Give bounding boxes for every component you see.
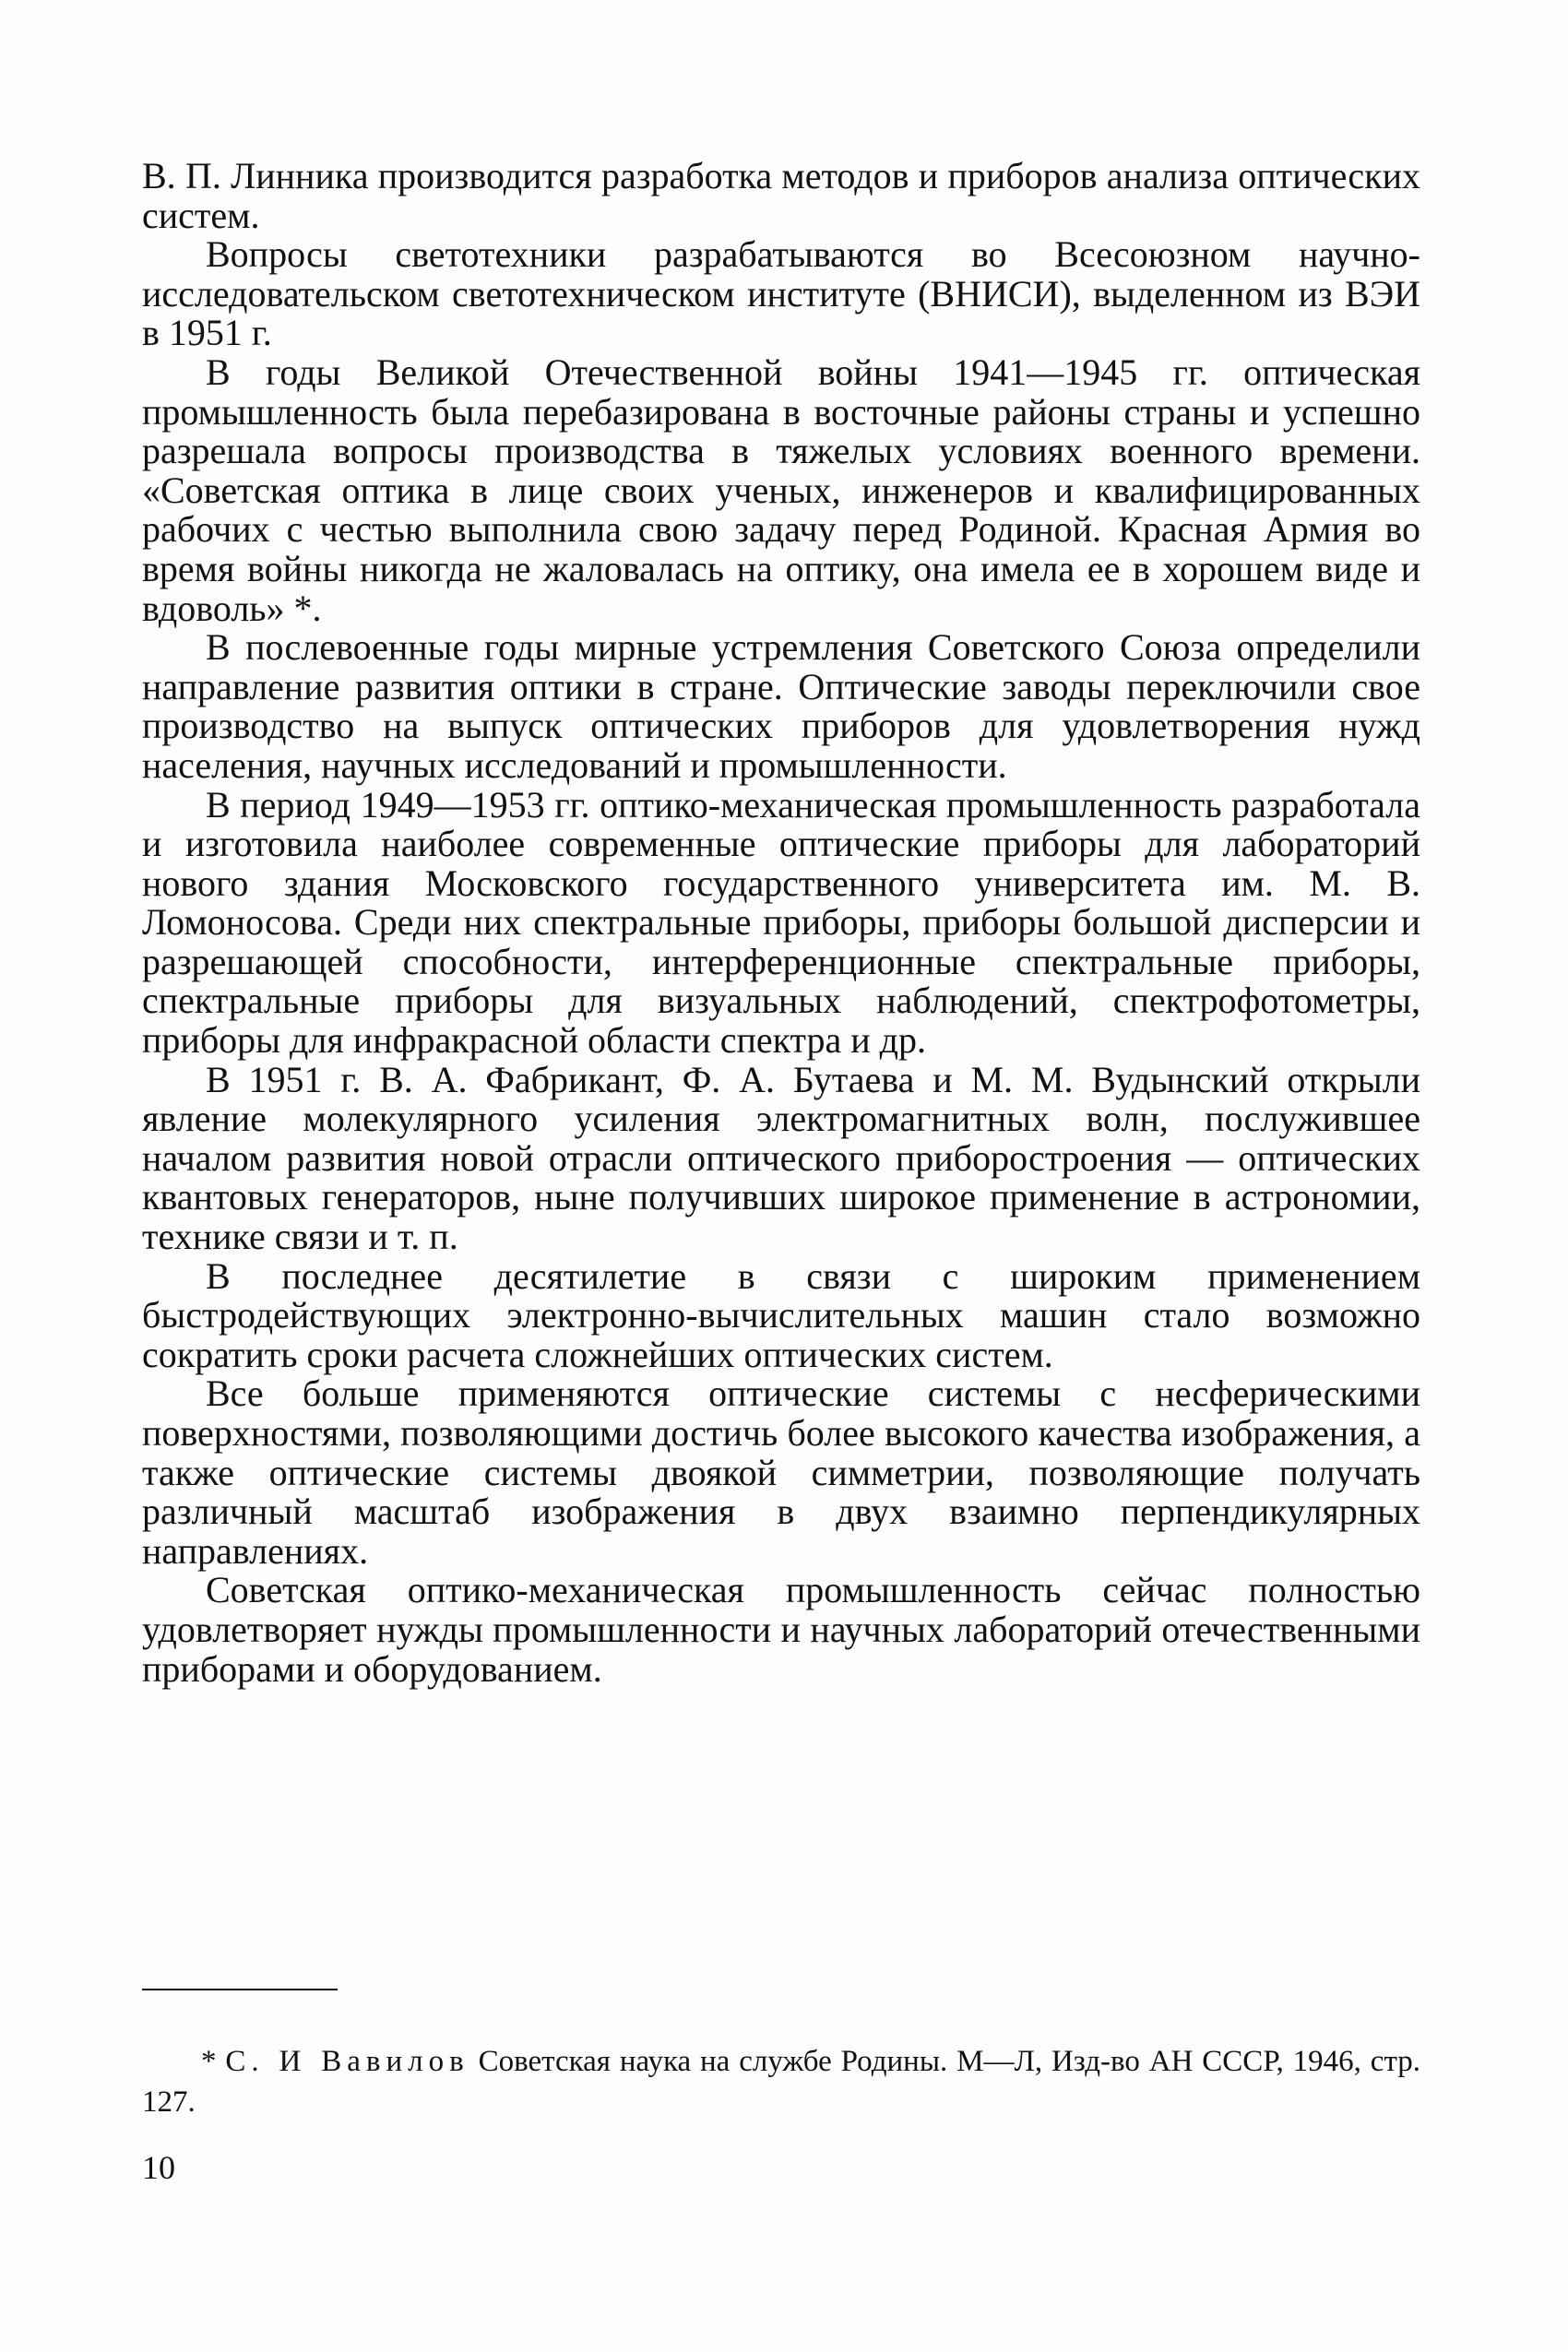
footnote — [142, 2041, 1420, 2122]
footnote-text: Советская наука на службе Родины. М—Л, Изд-во АН СССР, 1946, стр. 127. — [142, 2045, 1421, 2119]
paragraph-7: В последнее десятилетие в связи с широким применением быстродействующих электронно-вычислительных машин стало возможно сократить сроки расчета сложнейших оптических систем. — [142, 1254, 1420, 1375]
paragraph-1: В. П. Линника производится разработка методов и приборов анализа оптических систем. — [142, 155, 1420, 236]
main-text — [142, 157, 1420, 1689]
footnote-divider — [142, 1989, 338, 1990]
paragraph-9: Советская оптико-механическая промышленность сейчас полностью удовлетворяет нужды промышленности и научных лабораторий отечественными приборами и оборудованием. — [142, 1569, 1420, 1690]
footnote-marker: * — [201, 2045, 217, 2078]
paragraph-4: В послевоенные годы мирные устремления Советского Союза определили направление развития оптики в стране. Оптические заводы переключили свое производство на выпуск оптических приборов для удовлетворения нужд населения, научных исследований и промышленности. — [142, 626, 1420, 786]
page-number: 10 — [142, 2149, 175, 2186]
paragraph-8: Все больше применяются оптические системы с несферическими поверхностями, позволяющими достичь более высокого качества изображения, а также оптические системы двоякой симметрии, позволяющие получать различный масштаб изображения в двух взаимно перпендикулярных направлениях. — [142, 1372, 1420, 1572]
footnote-author: С. И Вавилов — [225, 2045, 469, 2078]
paragraph-5: В период 1949—1953 гг. оптико-механическая промышленность разработала и изготовила наиболее современные оптические приборы для лабораторий нового здания Московского государственного университета им. М. В. Ломоносова. Среди них спектральные приборы, приборы большой дисперсии и разрешающей способности, интерференционные спектральные приборы, спектральные приборы для визуальных наблюдений, спектрофотометры, приборы для инфракрасной области спектра и др. — [142, 783, 1420, 1062]
paragraph-6: В 1951 г. В. А. Фабрикант, Ф. А. Бутаева и М. М. Вудынский открыли явление молекулярного усиления электромагнитных волн, послужившее началом развития новой отрасли оптического приборостроения — оптических квантовых генераторов, ныне получивших широкое применение в астрономии, технике связи и т. п. — [142, 1058, 1420, 1258]
paragraph-3: В годы Великой Отечественной войны 1941—1945 гг. оптическая промышленность была перебазирована в восточные районы страны и успешно разрешала вопросы производства в тяжелых условиях военного времени. «Советская оптика в лице своих ученых, инженеров и квалифицированных рабочих с честью выполнила свою задачу перед Родиной. Красная Армия во время войны никогда не жаловалась на оптику, она имела ее в хорошем виде и вдоволь» *. — [142, 350, 1420, 629]
paragraph-2: Вопросы светотехники разрабатываются во Всесоюзном научно-исследовательском светотехническом институте (ВНИСИ), выделенном из ВЭИ в 1951 г. — [142, 233, 1420, 354]
